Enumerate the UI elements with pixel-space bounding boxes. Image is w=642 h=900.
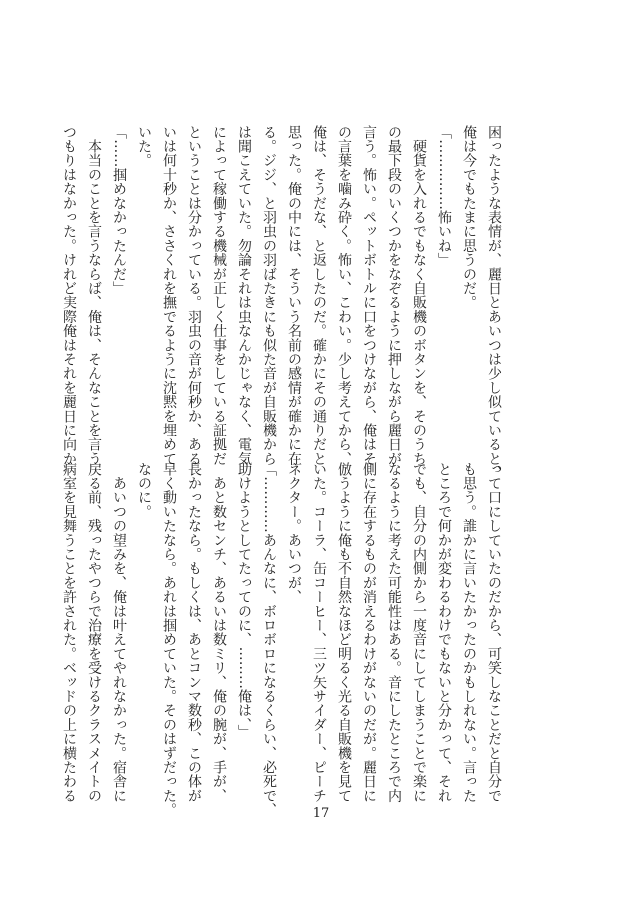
text-line: いた。: [136, 125, 152, 168]
upper-text-block: [61, 125, 506, 480]
text-line: いは何十秒か、ささくれを撫でるように沈黙を埋めて: [161, 125, 177, 466]
text-line: あいつの望みを、俺は叶えてやれなかった。宿舎に: [111, 462, 127, 803]
text-line: 思った。俺の中には、そういう名前の感情が確かに在: [286, 125, 302, 466]
text-line: 病室を見舞うことを許された。ベッドの上に横たわる: [61, 462, 77, 803]
text-line: の最下段のいくつかをなぞるように押しながら麗日が: [386, 125, 402, 466]
text-line: 俺は、そうだな、と返したのだ。確かにその通りだと: [311, 125, 327, 466]
text-line: は聞こえていた。勿論それは虫なんかじゃなく、電気: [236, 125, 252, 466]
text-line: 「……掴めなかったんだ」: [111, 125, 127, 296]
text-line: 「……………怖いね」: [436, 125, 452, 267]
text-line: って口にしていたのだから、可笑しなことだと自分で: [486, 462, 502, 803]
text-line: 俺は今でもたまに思うのだ。: [461, 125, 477, 310]
text-line: つもりはなかった。けれど実際俺はそれを麗日に向か: [61, 125, 77, 466]
text-line: の言葉を噛み砕く。怖い、こわい。少し考えてから、: [336, 125, 352, 466]
text-line: る。ジジ、と羽虫の羽ばたきにも似た音が自販機から: [261, 125, 277, 466]
text-line: ネクター。あいつが、: [286, 462, 302, 604]
text-line: 困ったような表情が、麗日とあいつは少し似ていると、: [486, 125, 502, 480]
text-line: 「…………あんなに、ボロボロになるくらい、必死で、: [261, 462, 277, 817]
text-line: によって稼働する機械が正しく仕事をしている証拠だ: [211, 125, 227, 466]
text-line: 硬貨を入れるでもなく自販機のボタンを、そのうち: [411, 125, 427, 466]
text-line: あと数センチ、あるいは数ミリ、俺の腕が、手が、: [211, 462, 227, 803]
text-line: も思う。誰かに言いたかったのかもしれない。言った: [461, 462, 477, 803]
text-line: なのに。: [136, 462, 152, 519]
text-line: ところで何かが変わるわけでもないと分かって、それ: [436, 462, 452, 803]
text-line: 助けようとしてたってのに、………俺は、」: [236, 462, 252, 739]
text-line: なるように考えた可能性はある。音にしたところで内: [386, 462, 402, 803]
text-line: 本当のことを言うならば、俺は、そんなことを言う: [86, 125, 102, 466]
text-line: 言う。怖い。ペットボトルに口をつけながら、俺はそ: [361, 125, 377, 466]
text-line: いた。コーラ、缶コーヒー、三ツ矢サイダー、ピーチ: [311, 462, 327, 803]
page-number: 17: [312, 806, 330, 821]
text-line: 早く動いたなら。あれは掴めていた。そのはずだった。: [161, 462, 177, 817]
text-line: 長かったなら。もしくは、あとコンマ数秒、この体が: [186, 462, 202, 803]
text-line: ということは分かっている。羽虫の音が何秒か、ある: [186, 125, 202, 466]
text-line: 側に存在するものが消えるわけがないのだが。麗日に: [361, 462, 377, 803]
text-line: でも、自分の内側から一度音にしてしまうことで楽に: [411, 462, 427, 803]
text-line: 戻る前、残ったやつらで治療を受けるクラスメイトの: [86, 462, 102, 803]
text-line: 倣うように俺も不自然なほど明るく光る自販機を見て: [336, 462, 352, 803]
